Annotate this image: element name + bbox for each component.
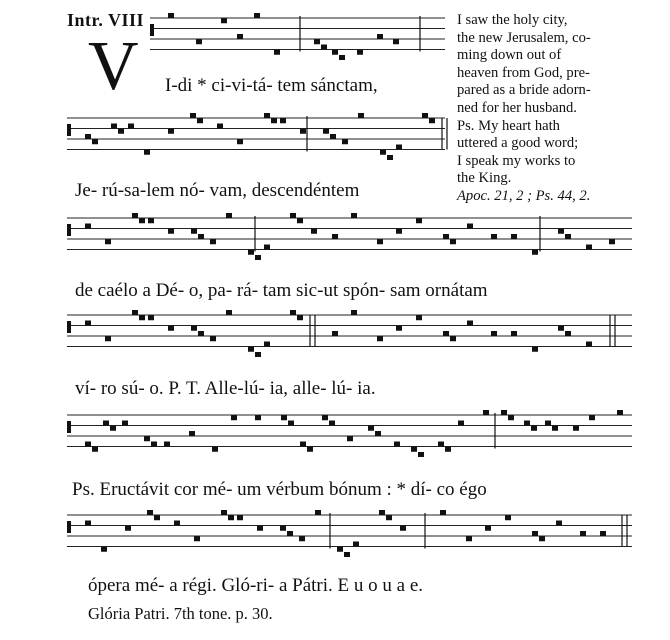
neume-note	[290, 310, 296, 315]
neume-note	[485, 526, 491, 531]
translation-line: the new Jerusalem, co-	[457, 29, 591, 46]
neume-note	[332, 234, 338, 239]
neume-note	[264, 113, 270, 118]
neume-note	[379, 510, 385, 515]
neume-note	[210, 336, 216, 341]
neume-note	[194, 536, 200, 541]
neume-note	[174, 521, 180, 526]
neume-note	[532, 531, 538, 536]
neume-note	[545, 421, 551, 426]
neume-note	[558, 326, 564, 331]
neume-note	[300, 442, 306, 447]
neume-note	[168, 129, 174, 134]
neume-note	[466, 536, 472, 541]
translation-line: I saw the holy city,	[457, 12, 568, 28]
neume-note	[443, 234, 449, 239]
clef-mark	[67, 224, 71, 236]
neume-note	[139, 315, 145, 320]
neume-note	[254, 13, 260, 18]
neume-note	[357, 50, 363, 55]
neume-note	[344, 552, 350, 557]
neume-note	[531, 426, 537, 431]
neume-note	[281, 415, 287, 420]
neume-note	[600, 531, 606, 536]
neume-note	[212, 447, 218, 452]
neume-note	[111, 124, 117, 129]
neume-note	[231, 415, 237, 420]
neume-note	[483, 410, 489, 415]
neume-note	[300, 129, 306, 134]
clef-mark	[67, 521, 71, 533]
neume-note	[168, 13, 174, 18]
neume-note	[342, 139, 348, 144]
neume-note	[85, 442, 91, 447]
neume-note	[144, 436, 150, 441]
lyric-line: ópera mé- a régi. Gló-ri- a Pátri. E u o u a e.	[88, 575, 424, 596]
clef-mark	[67, 321, 71, 333]
lyric-line: I-di * ci-vi-tá- tem sánctam,	[165, 75, 378, 96]
neume-note	[565, 234, 571, 239]
neume-note	[287, 531, 293, 536]
neume-note	[307, 447, 313, 452]
neume-note	[248, 347, 254, 352]
neume-note	[438, 442, 444, 447]
neume-note	[321, 45, 327, 50]
neume-note	[458, 421, 464, 426]
neume-note	[85, 224, 91, 229]
initial-letter: V	[88, 28, 139, 105]
neume-note	[132, 213, 138, 218]
neume-note	[394, 442, 400, 447]
footer-note: Glória Patri. 7th tone. p. 30.	[88, 604, 273, 623]
translation-line: ming down out of	[457, 47, 562, 64]
translation-line: I speak my works to	[457, 152, 576, 169]
neume-note	[196, 39, 202, 44]
neume-note	[396, 229, 402, 234]
neume-note	[297, 218, 303, 223]
neume-note	[105, 336, 111, 341]
neume-note	[311, 229, 317, 234]
neume-note	[375, 431, 381, 436]
neume-note	[332, 331, 338, 336]
neume-note	[586, 245, 592, 250]
neume-note	[467, 321, 473, 326]
neume-note	[416, 315, 422, 320]
neume-note	[147, 510, 153, 515]
clef-mark	[150, 24, 154, 36]
neume-note	[418, 452, 424, 457]
neume-note	[197, 118, 203, 123]
neume-note	[377, 336, 383, 341]
neume-note	[288, 421, 294, 426]
neume-note	[450, 336, 456, 341]
neume-note	[400, 526, 406, 531]
neume-note	[271, 118, 277, 123]
neume-note	[248, 250, 254, 255]
neume-note	[329, 421, 335, 426]
neume-note	[339, 55, 345, 60]
neume-note	[198, 331, 204, 336]
neume-note	[377, 239, 383, 244]
neume-note	[110, 426, 116, 431]
neume-note	[532, 347, 538, 352]
neume-note	[92, 447, 98, 452]
neume-note	[565, 331, 571, 336]
neume-note	[337, 547, 343, 552]
neume-note	[429, 118, 435, 123]
neume-note	[139, 218, 145, 223]
neume-note	[255, 255, 261, 260]
neume-note	[168, 326, 174, 331]
mode-label: Intr. VIII	[67, 10, 145, 30]
neume-note	[191, 229, 197, 234]
neume-note	[443, 331, 449, 336]
clef-mark	[67, 421, 71, 433]
neume-note	[198, 234, 204, 239]
neume-note	[573, 426, 579, 431]
neume-note	[264, 342, 270, 347]
neume-note	[393, 39, 399, 44]
neume-note	[132, 310, 138, 315]
translation-line: heaven from God, pre-	[457, 64, 590, 81]
neume-note	[103, 421, 109, 426]
translation-line: uttered a good word;	[457, 135, 579, 152]
neume-note	[148, 315, 154, 320]
neume-note	[589, 415, 595, 420]
neume-note	[237, 139, 243, 144]
translation-line: Ps. My heart hath	[457, 117, 560, 134]
neume-note	[450, 239, 456, 244]
neume-note	[586, 342, 592, 347]
neume-note	[85, 521, 91, 526]
neume-note	[347, 436, 353, 441]
neume-note	[396, 326, 402, 331]
neume-note	[501, 410, 507, 415]
lyric-line: Je- rú-sa-lem nó- vam, descendéntem	[75, 180, 360, 201]
neume-note	[290, 213, 296, 218]
neume-note	[386, 515, 392, 520]
translation-line: the King.	[457, 170, 512, 187]
neume-note	[330, 134, 336, 139]
neume-note	[299, 536, 305, 541]
neume-note	[332, 50, 338, 55]
neume-note	[411, 447, 417, 452]
neume-note	[92, 139, 98, 144]
neume-note	[322, 415, 328, 420]
neume-note	[226, 310, 232, 315]
neume-note	[151, 442, 157, 447]
neume-note	[168, 229, 174, 234]
neume-note	[237, 34, 243, 39]
neume-note	[511, 234, 517, 239]
neume-note	[351, 310, 357, 315]
neume-note	[154, 515, 160, 520]
neume-note	[255, 352, 261, 357]
neume-note	[297, 315, 303, 320]
neume-note	[255, 415, 261, 420]
neume-note	[377, 34, 383, 39]
translation-line: ned for her husband.	[457, 99, 577, 116]
neume-note	[164, 442, 170, 447]
neume-note	[617, 410, 623, 415]
neume-note	[228, 515, 234, 520]
neume-note	[416, 218, 422, 223]
neume-note	[556, 521, 562, 526]
neume-note	[274, 50, 280, 55]
neume-note	[85, 134, 91, 139]
neume-note	[609, 239, 615, 244]
neume-note	[144, 150, 150, 155]
lyric-line: de caélo a Dé- o, pa- rá- tam sic-ut spón- sam ornátam	[75, 280, 488, 301]
neume-note	[358, 113, 364, 118]
neume-note	[467, 224, 473, 229]
neume-note	[226, 213, 232, 218]
neume-note	[101, 547, 107, 552]
neume-note	[128, 124, 134, 129]
neume-note	[505, 515, 511, 520]
neume-note	[217, 124, 223, 129]
neume-note	[396, 145, 402, 150]
neume-note	[552, 426, 558, 431]
lyric-line: Ps. Eructávit cor mé- um vérbum bónum : * dí- co égo	[72, 479, 487, 500]
neume-note	[264, 245, 270, 250]
neume-note	[189, 431, 195, 436]
neume-note	[280, 118, 286, 123]
neume-note	[210, 239, 216, 244]
neume-note	[85, 321, 91, 326]
translation-line: pared as a bride adorn-	[457, 82, 591, 99]
neume-note	[125, 526, 131, 531]
scripture-citation: Apoc. 21, 2 ; Ps. 44, 2.	[457, 187, 591, 204]
neume-note	[280, 526, 286, 531]
neume-note	[387, 155, 393, 160]
neume-note	[558, 229, 564, 234]
neume-note	[122, 421, 128, 426]
neume-note	[491, 331, 497, 336]
neume-note	[445, 447, 451, 452]
neume-note	[323, 129, 329, 134]
neume-note	[508, 415, 514, 420]
neume-note	[118, 129, 124, 134]
neume-note	[190, 113, 196, 118]
neume-note	[440, 510, 446, 515]
neume-note	[380, 150, 386, 155]
neume-note	[539, 536, 545, 541]
neume-note	[105, 239, 111, 244]
neume-note	[353, 542, 359, 547]
neume-note	[422, 113, 428, 118]
neume-note	[351, 213, 357, 218]
lyric-line: ví- ro sú- o. P. T. Alle-lú- ia, alle- lú- ia.	[75, 378, 376, 399]
neume-note	[221, 18, 227, 23]
neume-note	[491, 234, 497, 239]
neume-note	[532, 250, 538, 255]
clef-mark	[67, 124, 71, 136]
neume-note	[221, 510, 227, 515]
neume-note	[368, 426, 374, 431]
neume-note	[524, 421, 530, 426]
neume-note	[314, 39, 320, 44]
neume-note	[511, 331, 517, 336]
neume-note	[148, 218, 154, 223]
neume-note	[191, 326, 197, 331]
neume-note	[315, 510, 321, 515]
neume-note	[257, 526, 263, 531]
neume-note	[237, 515, 243, 520]
neume-note	[580, 531, 586, 536]
